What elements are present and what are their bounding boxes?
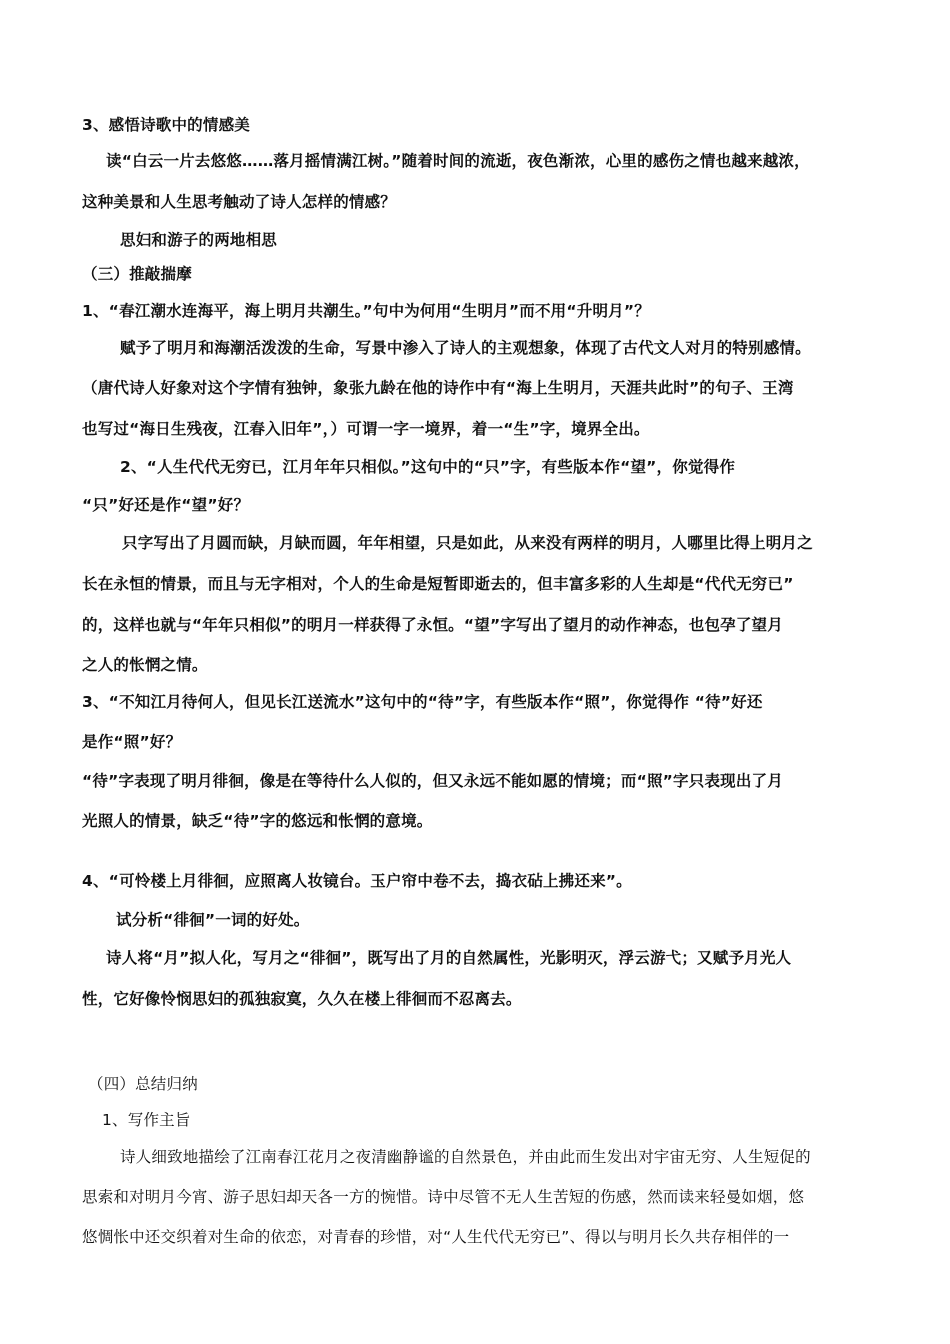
question-3-line: 是作“照”好？ <box>82 733 182 751</box>
summary-paragraph-line: 诗人细致地描绘了江南春江花月之夜清幽静谧的自然景色，并由此而生发出对宇宙无穷、人生短促的 <box>120 1148 811 1166</box>
answer-line: 思妇和游子的两地相思 <box>120 231 278 249</box>
summary-paragraph-line: 悠惆怅中还交织着对生命的依恋，对青春的珍惜，对“人生代代无穷已”、得以与明月长久共存相伴的一 <box>82 1228 790 1246</box>
answer-4-line: 性，它好像怜悯思妇的孤独寂寞，久久在楼上徘徊而不忍离去。 <box>82 990 522 1008</box>
answer-2-line: 只字写出了月圆而缺，月缺而圆，年年相望，只是如此，从来没有两样的明月，人哪里比得上明月之 <box>122 534 813 552</box>
question-line: 这种美景和人生思考触动了诗人怎样的情感？ <box>82 193 397 211</box>
question-line: 读“白云一片去悠悠……落月摇情满江树。”随着时间的流逝，夜色渐浓，心里的感伤之情也越来越浓， <box>106 152 810 170</box>
answer-1-line: 也写过“海日生残夜，江春入旧年”，）可谓一字一境界，着一“生”字，境界全出。 <box>82 420 650 438</box>
summary-paragraph-line: 思索和对明月今宵、游子思妇却天各一方的惋惜。诗中尽管不无人生苦短的伤感，然而读来轻曼如烟，悠 <box>82 1188 805 1206</box>
answer-2-line: 长在永恒的情景，而且与无字相对，个人的生命是短暂即逝去的，但丰富多彩的人生却是“代代无穷已” <box>82 575 794 593</box>
question-3-line: 3、“不知江月待何人，但见长江送流水”这句中的“待”字，有些版本作“照”，你觉得作 “待”好还 <box>82 693 763 711</box>
answer-2-line: 的，这样也就与“年年只相似”的明月一样获得了永恒。“望”字写出了望月的动作神态，也包孕了望月 <box>82 616 783 634</box>
answer-3-line: “待”字表现了明月徘徊，像是在等待什么人似的，但又永远不能如愿的情境；而“照”字只表现出了月 <box>82 772 783 790</box>
question-4-line: 4、“可怜楼上月徘徊，应照离人妆镜台。玉户帘中卷不去，捣衣砧上拂还来”。 <box>82 872 632 890</box>
question-2-line: 2、“人生代代无穷已，江月年年只相似。”这句中的“只”字，有些版本作“望”，你觉得作 <box>120 458 736 476</box>
section-heading-emotion: 3、感悟诗歌中的情感美 <box>82 116 250 134</box>
question-2-line: “只”好还是作“望”好？ <box>82 496 250 514</box>
answer-1-line: （唐代诗人好象对这个字情有独钟，象张九龄在他的诗作中有“海上生明月，天涯共此时”的句子、王湾 <box>82 379 794 397</box>
part-heading-deliberation: （三）推敲揣摩 <box>82 265 192 283</box>
answer-4-line: 诗人将“月”拟人化，写月之“徘徊”，既写出了月的自然属性，光影明灭，浮云游弋；又赋予月光人 <box>106 949 792 967</box>
sub-heading-theme: 1、写作主旨 <box>102 1111 191 1129</box>
answer-3-line: 光照人的情景，缺乏“待”字的悠远和怅惘的意境。 <box>82 812 433 830</box>
question-4-line: 试分析“徘徊”一词的好处。 <box>116 911 310 929</box>
answer-2-line: 之人的怅惘之情。 <box>82 656 208 674</box>
part-heading-summary: （四）总结归纳 <box>88 1075 198 1093</box>
answer-1-line: 赋予了明月和海潮活泼泼的生命，写景中渗入了诗人的主观想象，体现了古代文人对月的特别感情。 <box>120 339 811 357</box>
question-1: 1、“春江潮水连海平，海上明月共潮生。”句中为何用“生明月”而不用“升明月”？ <box>82 302 650 320</box>
